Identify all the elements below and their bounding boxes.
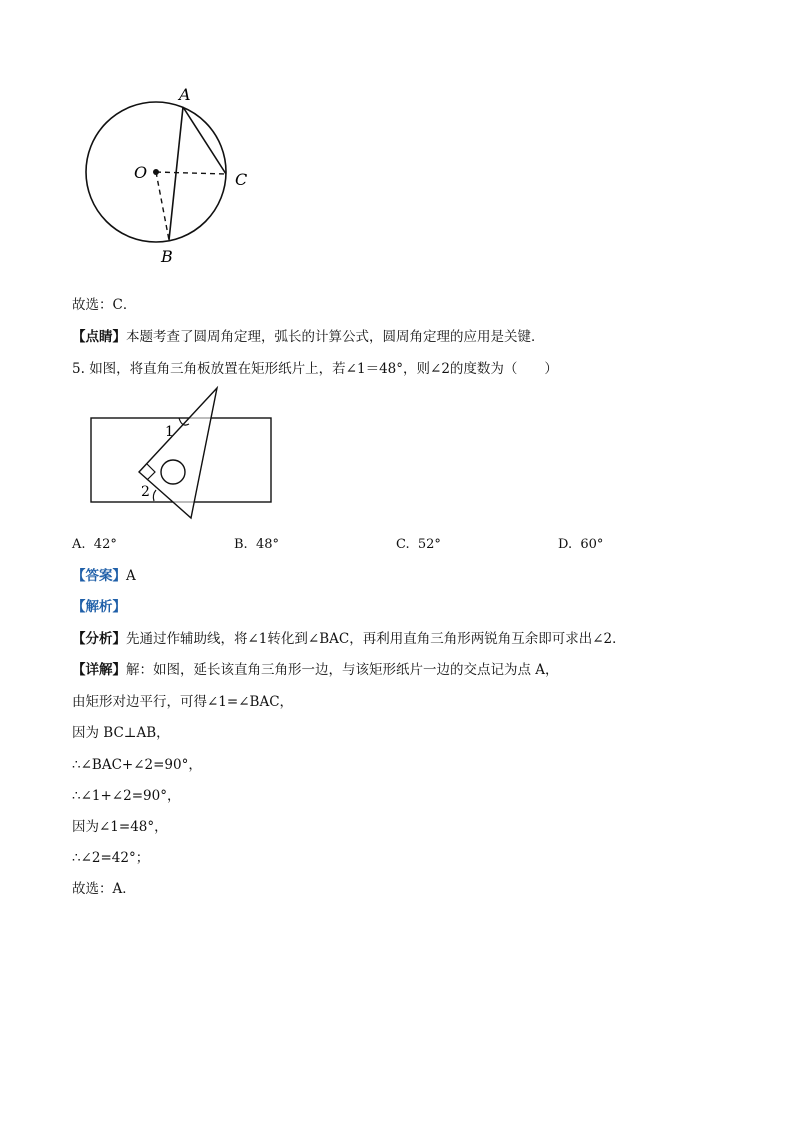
detail-step: 由矩形对边平行，可得∠1=∠BAC， [72, 694, 294, 710]
radius-oc [156, 172, 226, 174]
detail-step: ∴∠2=42°； [72, 850, 150, 866]
center-dot [153, 169, 159, 175]
label-b: B [161, 247, 173, 266]
option-b-letter: B. [234, 537, 248, 552]
question-number: 5. [72, 361, 85, 377]
option-b-value: 48° [255, 537, 279, 552]
option-a-letter: A. [72, 537, 86, 552]
radius-ob [156, 172, 169, 240]
analysis-text: 先通过作辅助线，将∠1转化到∠BAC，再利用直角三角形两锐角互余即可求出∠2． [126, 631, 626, 647]
detail-tag: 【详解】 [72, 662, 126, 678]
detail-step: 故选：A． [72, 881, 136, 897]
comment-text: 本题考查了圆周角定理，弧长的计算公式，圆周角定理的应用是关键． [126, 329, 545, 345]
option-c-value: 52° [417, 537, 441, 552]
label-angle2: 2 [141, 484, 150, 500]
question-5 [72, 360, 558, 378]
option-c [396, 536, 441, 554]
rectangle-triangle-figure [86, 384, 286, 524]
circle-figure [78, 82, 278, 272]
angle2-arc [153, 490, 156, 501]
detail-step: 因为 BC⊥AB， [72, 725, 170, 741]
detail-step: 因为∠1=48°， [72, 819, 168, 835]
chord-ab [169, 107, 183, 240]
prev-answer: 故选：C． [72, 297, 137, 313]
label-o: O [134, 163, 148, 182]
detail [72, 661, 559, 679]
label-angle1: 1 [165, 424, 174, 440]
option-b [234, 536, 279, 554]
answer-value: A [126, 568, 136, 584]
chord-ac [183, 107, 226, 174]
answer-tag: 【答案】 [72, 568, 126, 584]
right-triangle [139, 388, 217, 518]
analysis-heading [72, 598, 126, 616]
analysis-tag: 【分析】 [72, 631, 126, 647]
detail-step: ∴∠1+∠2=90°， [72, 788, 181, 804]
analysis-heading-tag: 【解析】 [72, 599, 126, 615]
detail-step: ∴∠BAC+∠2=90°， [72, 757, 202, 773]
prev-comment [72, 328, 545, 346]
answer [72, 567, 136, 585]
label-a: A [179, 85, 191, 104]
option-d [558, 536, 603, 554]
question-text: 如图，将直角三角板放置在矩形纸片上，若∠1＝48°，则∠2的度数为（ ） [89, 361, 558, 377]
option-d-letter: D. [558, 537, 573, 552]
option-a [72, 536, 117, 554]
label-c: C [235, 170, 248, 189]
option-a-value: 42° [93, 537, 117, 552]
comment-tag: 【点睛】 [72, 329, 126, 345]
analysis [72, 630, 626, 648]
detail-first: 解：如图，延长该直角三角形一边，与该矩形纸片一边的交点记为点 A， [126, 662, 559, 678]
option-c-letter: C. [396, 537, 410, 552]
option-d-value: 60° [580, 537, 604, 552]
